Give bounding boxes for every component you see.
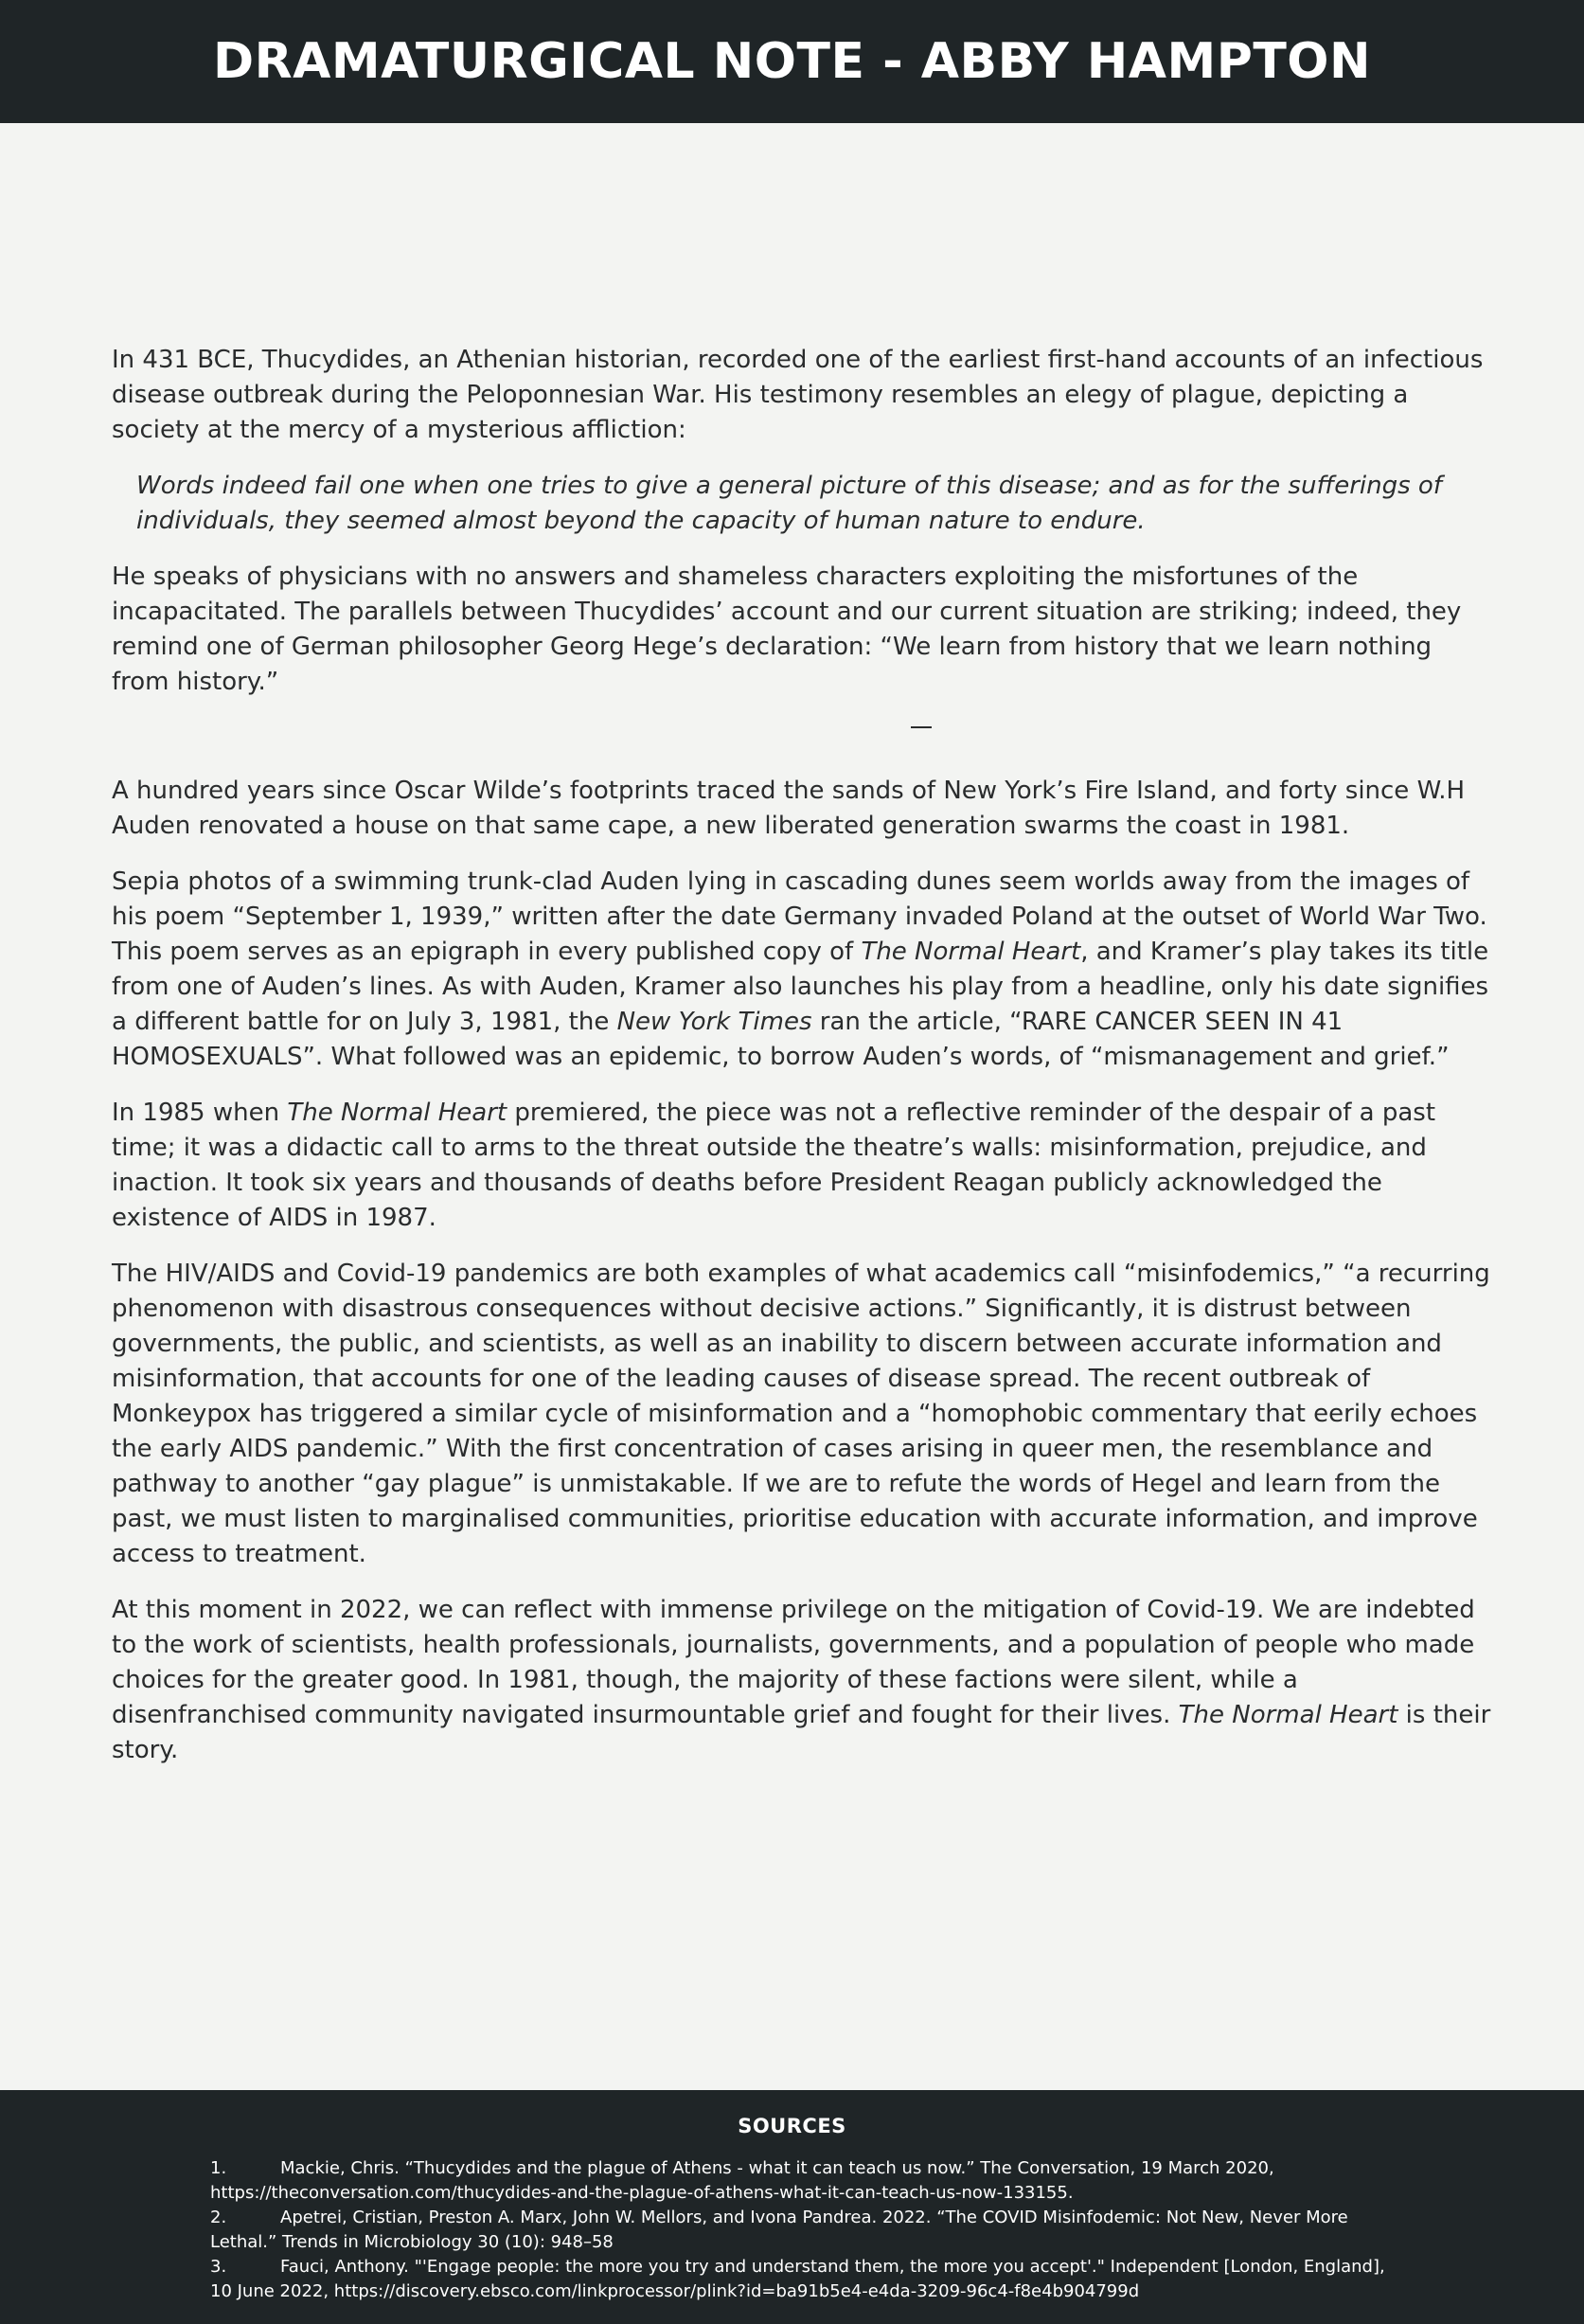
block-quote: Words indeed fail one when one tries to give a general picture of this disease; and as for the sufferings of individuals, they seemed almost beyond the capacity of human nature to endure.	[136, 472, 1442, 535]
source-text: Mackie, Chris. “Thucydides and the plague of Athens - what it can teach us now.” The Conversation, 19 March 2020, https://theconversation.com/thucydides-and-the-plague-of-athens-what-it-can-teach-us-now-133155.	[210, 2158, 1274, 2203]
source-number: 1.	[210, 2158, 227, 2178]
page-title: DRAMATURGICAL NOTE - ABBY HAMPTON	[212, 33, 1372, 90]
text-segment: At this moment in 2022, we can reflect with immense privilege on the mitigation of Covid-19. We are indebted to the work of scientists, health professionals, journalists, governments, and a population of people who made choices for the greater good. In 1981, though, the majority of these factions were silent, while a disenfranchised community navigated insurmountable grief and fought for their lives.	[112, 1596, 1475, 1729]
source-item	[210, 2156, 1403, 2206]
source-number: 2.	[210, 2208, 227, 2227]
paragraph-physicians: He speaks of physicians with no answers and shameless characters exploiting the misfortunes of the incapacitated. The parallels between Thucydides’ account and our current situation are striking; indeed, they remind one of German philosopher Georg Hege’s declaration: “We learn from history that we learn nothing from history.”	[112, 563, 1462, 696]
text-segment: In 1985 when	[112, 1099, 288, 1127]
play-title: The Normal Heart	[861, 938, 1081, 966]
paragraph-fire-island: A hundred years since Oscar Wilde’s footprints traced the sands of New York’s Fire Island, and forty since W.H Auden renovated a house on that same cape, a new liberated generation swarms the coast in 1981.	[112, 777, 1466, 840]
source-text: Apetrei, Cristian, Preston A. Marx, John W. Mellors, and Ivona Pandrea. 2022. “The COVID Misinfodemic: Not New, Never More Lethal.” Trends in Microbiology 30 (10): 948–58	[210, 2208, 1348, 2252]
text-segment: premiered, the piece was not a reflective reminder of the despair of a past time; it was a didactic call to arms to the threat outside the theatre’s walls: misinformation, prejudice, and inaction. It took six years and thousands of deaths before President Reagan publicly acknowledged the existence of AIDS in 1987.	[112, 1099, 1436, 1232]
paragraph-1985	[112, 1096, 1494, 1236]
text-segment: Sepia photos of a swimming trunk-clad Auden lying in cascading dunes seem worlds away from the images of his poem “September 1, 1939,” written after the date Germany invaded Poland at the outset of World War Two. This poem serves as an epigraph in every published copy of	[112, 867, 1487, 966]
paragraph-auden	[112, 865, 1494, 1075]
text-segment: is their story.	[112, 1701, 1491, 1764]
sources-heading: SOURCES	[738, 2115, 846, 2137]
sources-list	[210, 2156, 1403, 2304]
header-bar	[0, 0, 1584, 123]
article-body	[112, 343, 1494, 1789]
source-number: 3.	[210, 2257, 227, 2277]
paragraph-conclusion	[112, 1593, 1494, 1768]
text-segment: , and Kramer’s play takes its title from one of Auden’s lines. As with Auden, Kramer also launches his play from a headline, only his date signifies a different battle for on July 3, 1981, the	[112, 938, 1489, 1036]
paragraph-intro: In 431 BCE, Thucydides, an Athenian historian, recorded one of the earliest first-hand accounts of an infectious disease outbreak during the Peloponnesian War. His testimony resembles an elegy of plague, depicting a society at the mercy of a mysterious affliction:	[112, 346, 1484, 444]
newspaper-title: New York Times	[616, 1008, 812, 1036]
source-text: Fauci, Anthony. "'Engage people: the more you try and understand them, the more you accept'." Independent [London, England], 10 June 2022, https://discovery.ebsco.com/linkprocessor/plink?id=ba91b5e4-e4da-3209-96c4-f8e4b904799d	[210, 2257, 1385, 2301]
play-title: The Normal Heart	[1178, 1701, 1398, 1729]
source-item	[210, 2255, 1403, 2304]
text-segment: ran the article, “RARE CANCER SEEN IN 41 HOMOSEXUALS”. What followed was an epidemic, to borrow Auden’s words, of “mismanagement and grief.”	[112, 1008, 1450, 1071]
source-item	[210, 2206, 1403, 2255]
paragraph-misinfodemics: The HIV/AIDS and Covid-19 pandemics are both examples of what academics call “misinfodemics,” “a recurring phenomenon with disastrous consequences without decisive actions.” Significantly, it is distrust between governments, the public, and scientists, as well as an inability to discern between accurate information and misinformation, that accounts for one of the leading causes of disease spread. The recent outbreak of Monkeypox has triggered a similar cycle of misinformation and a “homophobic commentary that eerily echoes the early AIDS pandemic.” With the first concentration of cases arising in queer men, the resemblance and pathway to another “gay plague” is unmistakable. If we are to refute the words of Hegel and learn from the past, we must listen to marginalised communities, prioritise education with accurate information, and improve access to treatment.	[112, 1260, 1490, 1568]
sources-footer	[0, 2090, 1584, 2324]
section-divider	[911, 726, 932, 728]
play-title: The Normal Heart	[287, 1099, 507, 1127]
